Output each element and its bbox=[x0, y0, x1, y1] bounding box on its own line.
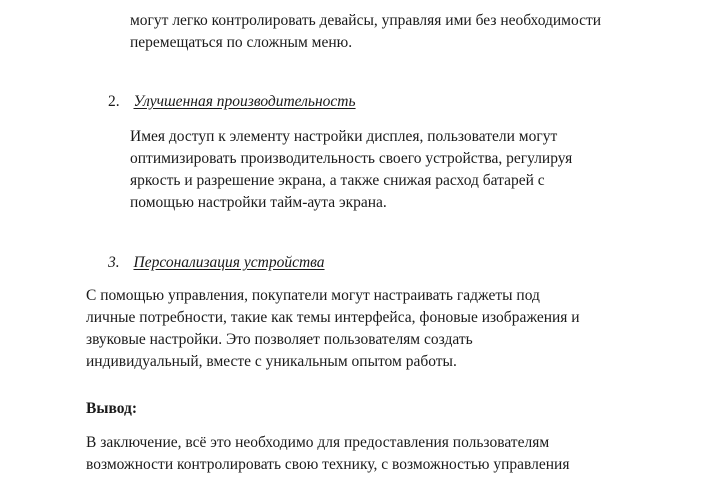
list-item-number: 2. bbox=[108, 93, 120, 110]
paragraph-line: индивидуальный, вместе с уникальным опытом работы. bbox=[86, 353, 457, 370]
list-item-title: Персонализация устройства bbox=[133, 254, 325, 271]
performance-paragraph bbox=[130, 126, 572, 214]
paragraph-line bbox=[130, 0, 650, 10]
paragraph-line: В заключение, всё это необходимо для предоставления пользователям bbox=[86, 434, 550, 451]
paragraph-line: могут легко контролировать девайсы, управляя ими без необходимости bbox=[130, 12, 602, 29]
paragraph-line: яркость и разрешение экрана, а также снижая расход батарей с bbox=[130, 172, 545, 189]
paragraph-line: возможности контролировать свою технику, с возможностью управления bbox=[86, 456, 570, 473]
conclusion-heading: Вывод: bbox=[86, 400, 138, 417]
list-item-heading-personalization bbox=[108, 252, 325, 274]
list-item-title: Улучшенная производительность bbox=[133, 93, 356, 110]
paragraph-line: помощью настройки тайм-аута экрана. bbox=[130, 194, 387, 211]
list-item-number: 3. bbox=[108, 254, 120, 271]
paragraph-line: личные потребности, такие как темы интерфейса, фоновые изображения и bbox=[86, 309, 580, 326]
paragraph-line: перемещаться по сложным меню. bbox=[130, 34, 353, 51]
paragraph-line: Имея доступ к элементу настройки дисплея, пользователи могут bbox=[130, 128, 558, 145]
paragraph-line: звуковые настройки. Это позволяет пользователям создать bbox=[86, 331, 473, 348]
paragraph-line: оптимизировать производительность своего устройства, регулируя bbox=[130, 150, 573, 167]
paragraph-line: С помощью управления, покупатели могут настраивать гаджеты под bbox=[86, 287, 540, 304]
list-item-heading-performance bbox=[108, 91, 356, 113]
conclusion-paragraph bbox=[86, 432, 569, 476]
personalization-paragraph bbox=[86, 285, 580, 373]
intro-paragraph-continuation bbox=[130, 0, 650, 54]
